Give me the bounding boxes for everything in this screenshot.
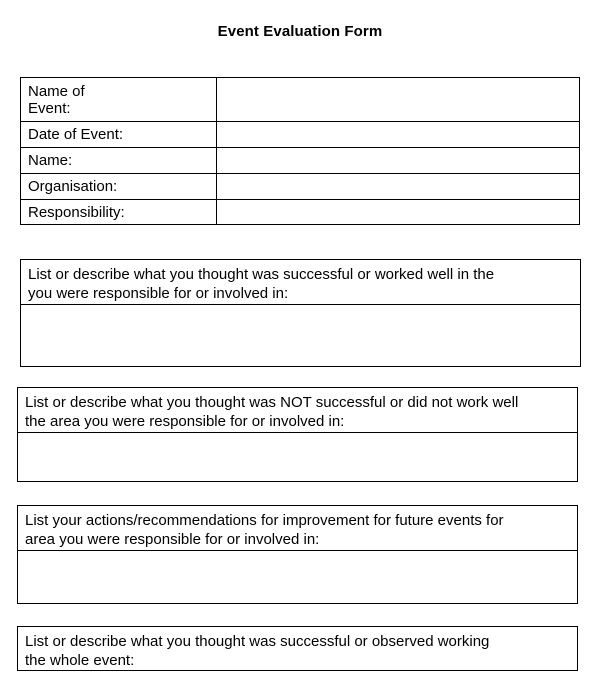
name-field[interactable] bbox=[217, 148, 580, 174]
event-details-table bbox=[20, 77, 580, 225]
question-successful-box bbox=[20, 259, 581, 367]
question-not-successful-answer[interactable] bbox=[18, 433, 577, 481]
question-successful-answer[interactable] bbox=[21, 305, 580, 366]
details-row-organisation bbox=[21, 174, 580, 200]
question-not-successful-line1: List or describe what you thought was NOT successful or did not work well bbox=[25, 394, 519, 411]
event-date-field[interactable] bbox=[217, 122, 580, 148]
organisation-field[interactable] bbox=[217, 174, 580, 200]
question-not-successful-box bbox=[17, 387, 578, 482]
details-row-event-date bbox=[21, 122, 580, 148]
question-recommendations-line1: List your actions/recommendations for improvement for future events for bbox=[25, 512, 504, 529]
details-row-name bbox=[21, 148, 580, 174]
event-date-label: Date of Event: bbox=[21, 122, 217, 148]
question-whole-event-prompt bbox=[18, 627, 577, 670]
question-successful-line2: you were responsible for or involved in: bbox=[28, 285, 289, 302]
question-recommendations-line2: area you were responsible for or involved in: bbox=[25, 531, 320, 548]
question-recommendations-box bbox=[17, 505, 578, 604]
question-not-successful-prompt bbox=[18, 388, 577, 433]
question-successful-line1: List or describe what you thought was successful or worked well in the bbox=[28, 266, 495, 283]
question-recommendations-prompt bbox=[18, 506, 577, 551]
question-recommendations-answer[interactable] bbox=[18, 551, 577, 603]
event-name-label-line2: Event: bbox=[28, 99, 71, 117]
question-whole-event-line1: List or describe what you thought was successful or observed working bbox=[25, 633, 490, 650]
organisation-label: Organisation: bbox=[21, 174, 217, 200]
question-not-successful-line2: the area you were responsible for or involved in: bbox=[25, 413, 345, 430]
responsibility-field[interactable] bbox=[217, 200, 580, 225]
name-label: Name: bbox=[21, 148, 217, 174]
question-whole-event-box bbox=[17, 626, 578, 671]
details-row-responsibility bbox=[21, 200, 580, 225]
question-successful-prompt bbox=[21, 260, 580, 305]
details-row-event-name bbox=[21, 78, 580, 122]
responsibility-label: Responsibility: bbox=[21, 200, 217, 225]
event-name-label-line1: Name of bbox=[28, 82, 85, 100]
form-title: Event Evaluation Form bbox=[217, 23, 383, 40]
question-whole-event-line2: the whole event: bbox=[25, 652, 135, 669]
event-name-label bbox=[21, 78, 217, 122]
event-name-field[interactable] bbox=[217, 78, 580, 122]
